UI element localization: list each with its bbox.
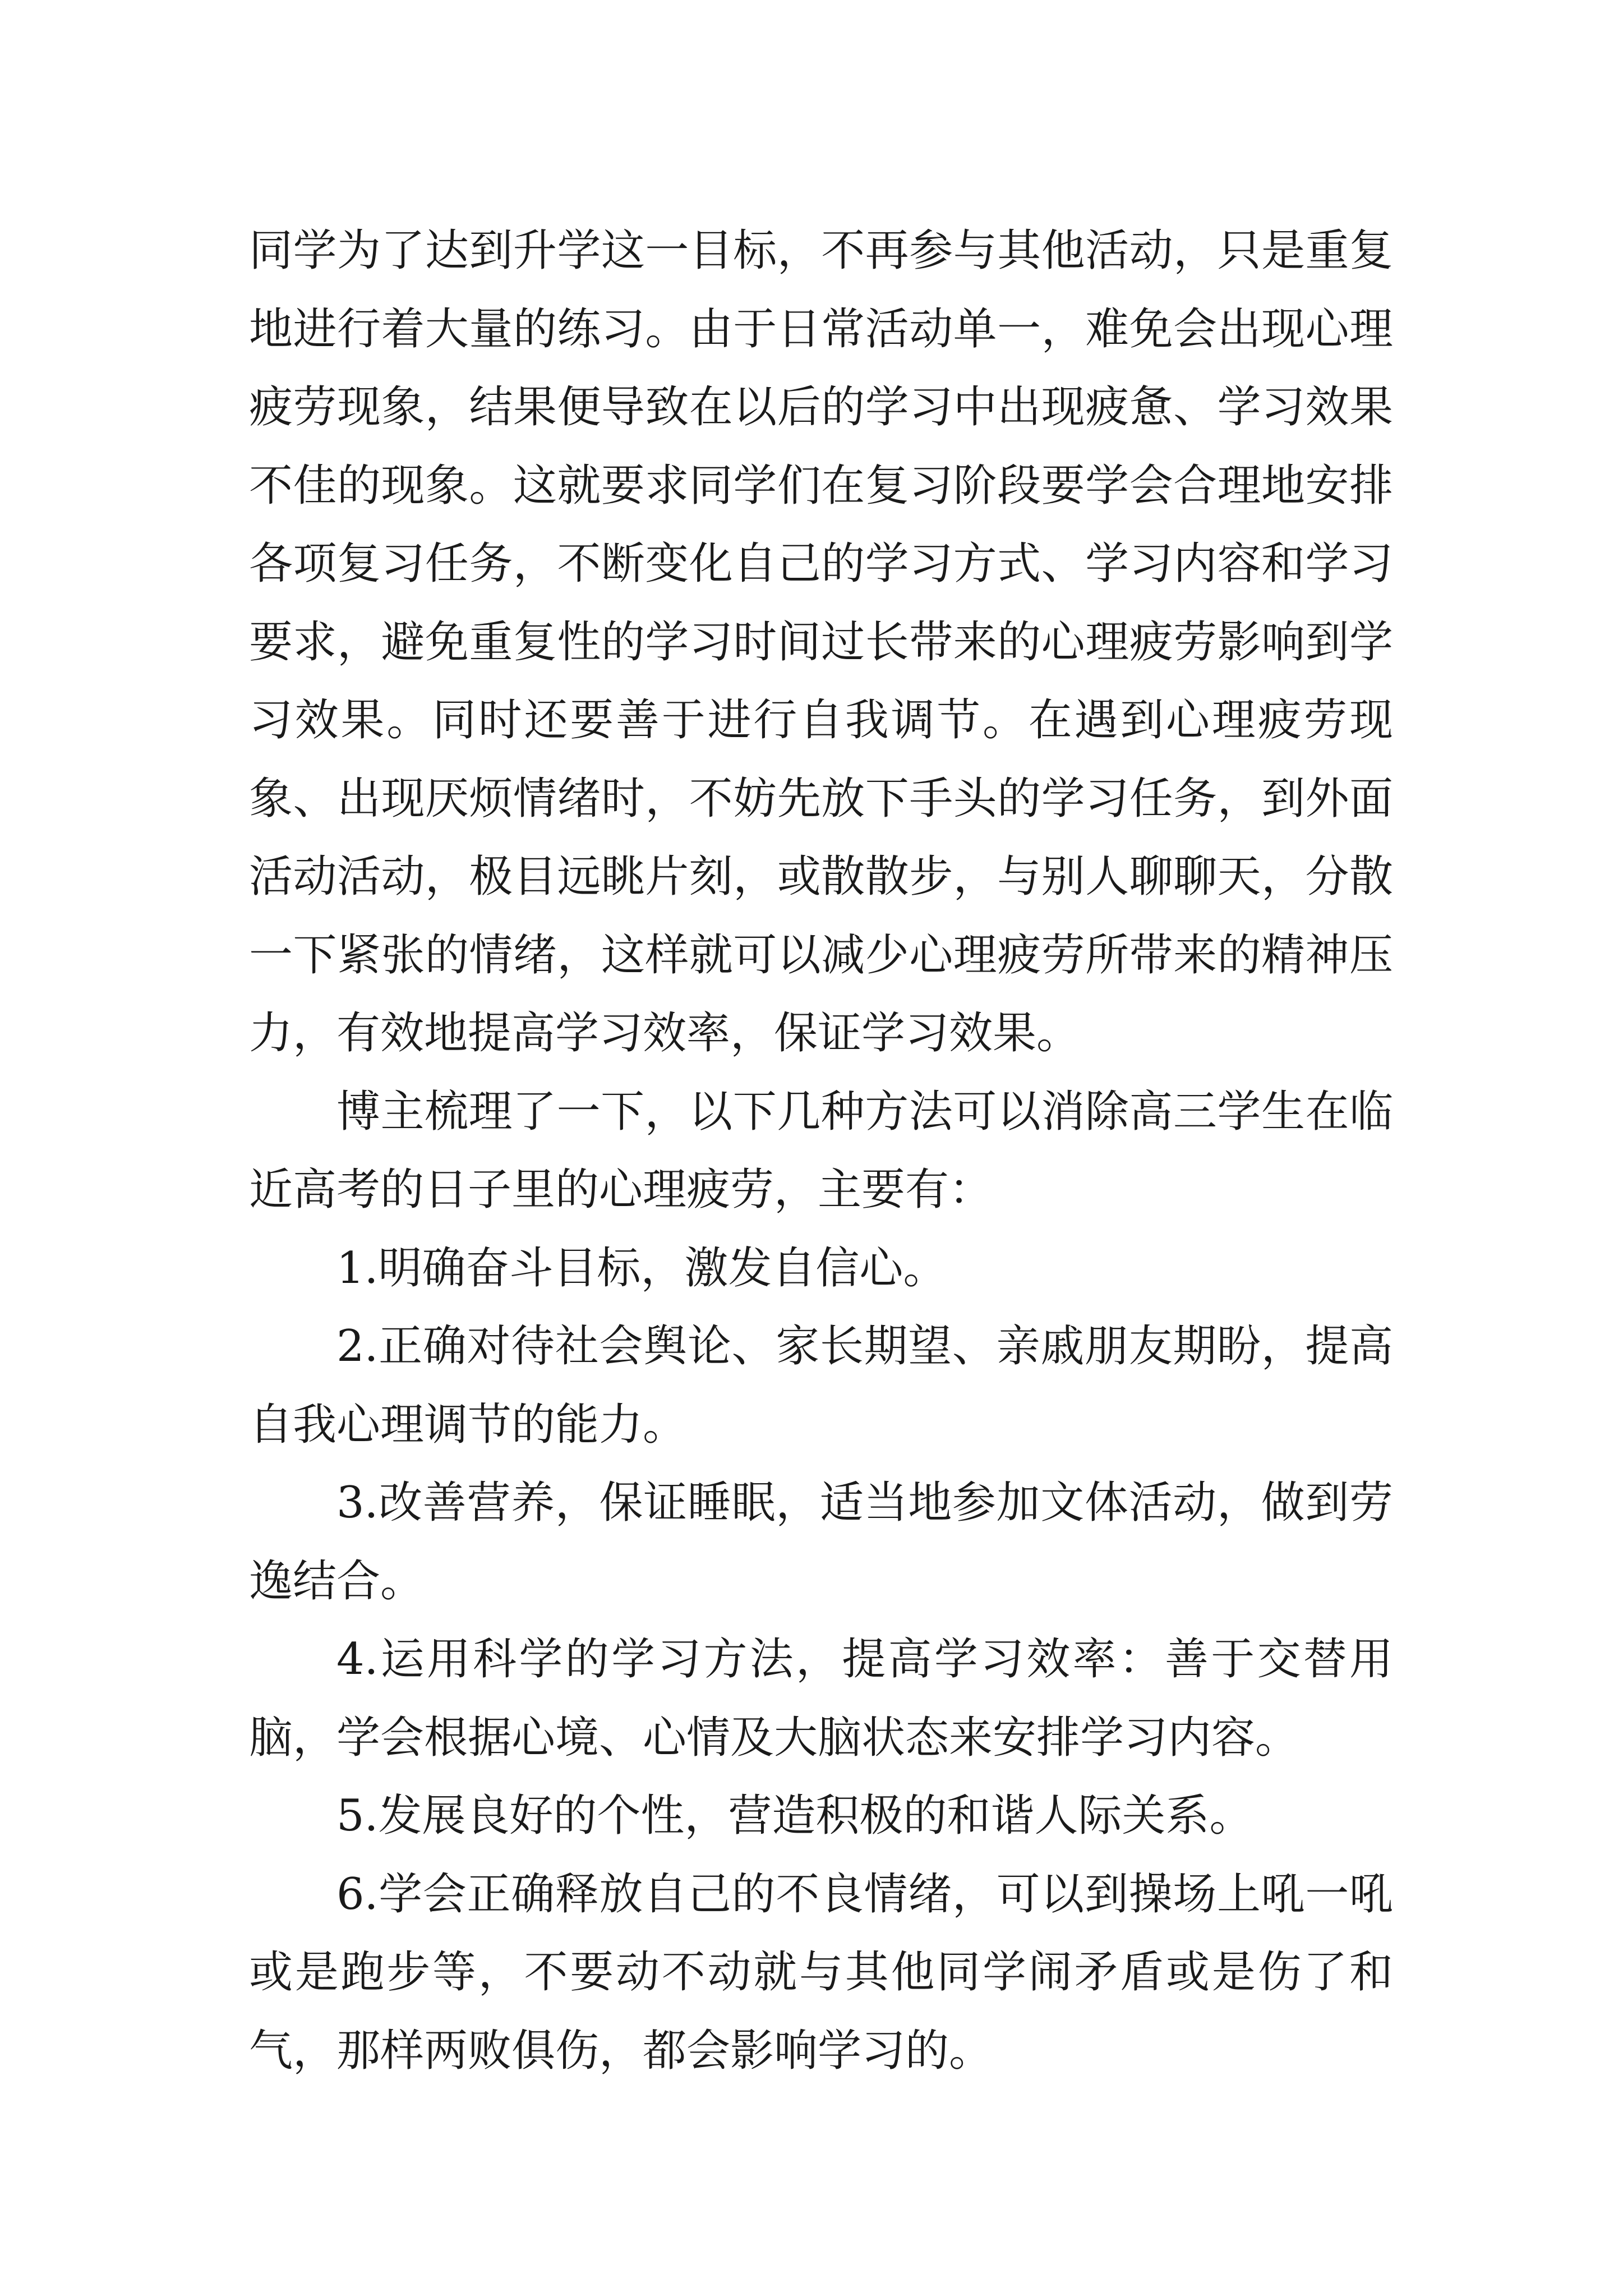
list-item-4: 4.运用科学的学习方法，提高学习效率：善于交替用脑，学会根据心境、心情及大脑状态来安排学习内容。 bbox=[249, 1634, 1393, 1763]
document-body bbox=[249, 212, 1393, 2090]
list-item-1: 1.明确奋斗目标，激发自信心。 bbox=[336, 1243, 947, 1294]
list-item-3: 3.改善营养，保证睡眠，适当地参加文体活动，做到劳逸结合。 bbox=[249, 1478, 1393, 1607]
list-item-5: 5.发展良好的个性，营造积极的和谐人际关系。 bbox=[336, 1791, 1253, 1841]
paragraph-continuation: 同学为了达到升学这一目标，不再参与其他活动，只是重复地进行着大量的练习。由于日常活动单一，难免会出现心理疲劳现象，结果便导致在以后的学习中出现疲惫、学习效果不佳的现象。这就要求同学们在复习阶段要学会合理地安排各项复习任务，不断变化自己的学习方式、学习内容和学习要求，避免重复性的学习时间过长带来的心理疲劳影响到学习效果。同时还要善于进行自我调节。在遇到心理疲劳现象、出现厌烦情绪时，不妨先放下手头的学习任务，到外面活动活动，极目远眺片刻，或散散步，与别人聊聊天，分散一下紧张的情绪，这样就可以减少心理疲劳所带来的精神压力，有效地提高学习效率，保证学习效果。 bbox=[249, 226, 1393, 1059]
list-item-6: 6.学会正确释放自己的不良情绪，可以到操场上吼一吼或是跑步等，不要动不动就与其他同学闹矛盾或是伤了和气，那样两败俱伤，都会影响学习的。 bbox=[249, 1869, 1393, 2076]
paragraph-intro-methods: 博主梳理了一下，以下几种方法可以消除高三学生在临近高考的日子里的心理疲劳，主要有： bbox=[249, 1086, 1393, 1215]
list-item-2: 2.正确对待社会舆论、家长期望、亲戚朋友期盼，提高自我心理调节的能力。 bbox=[249, 1321, 1393, 1450]
